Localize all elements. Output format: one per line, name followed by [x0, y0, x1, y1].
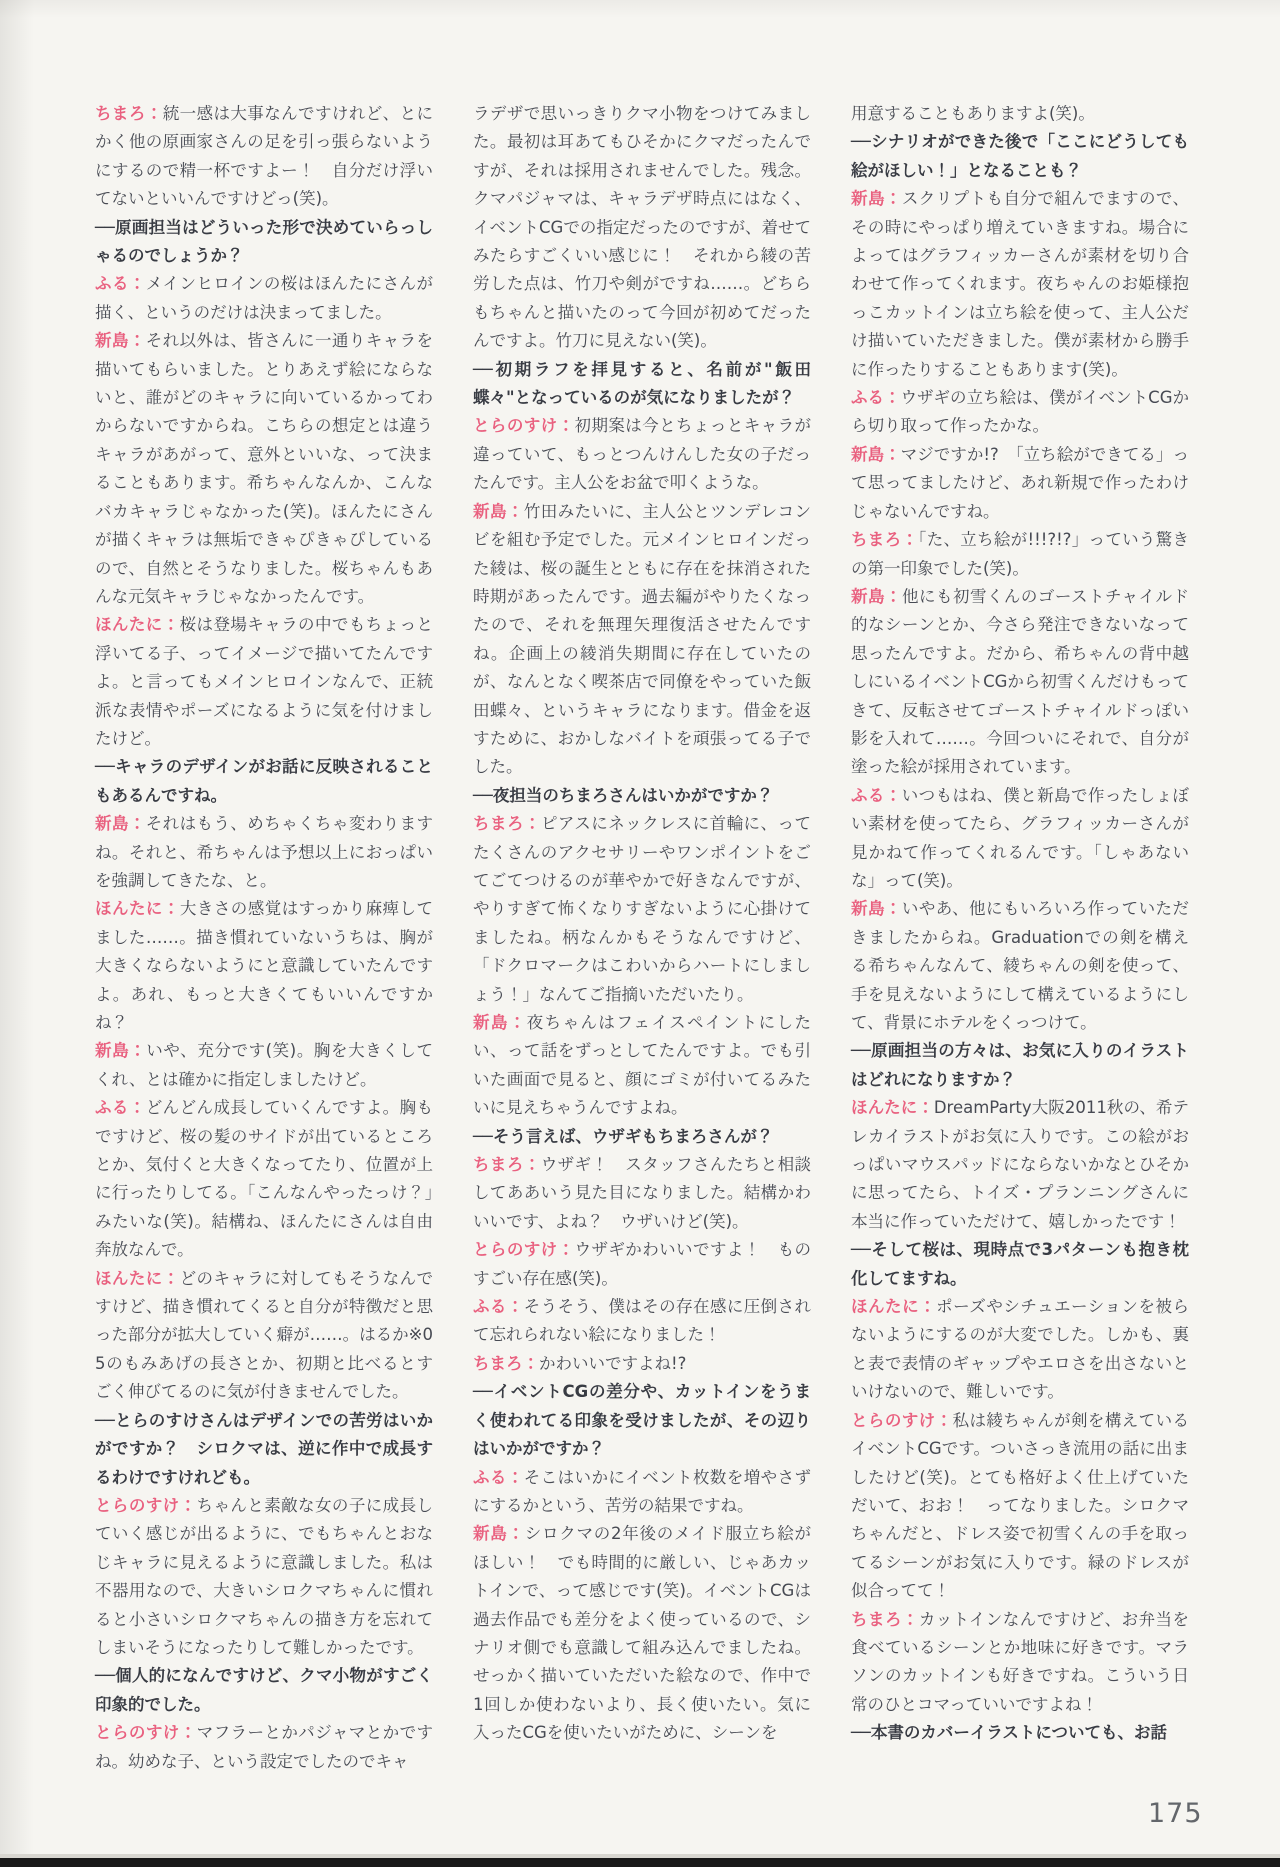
dialogue-paragraph: とらのすけ：マフラーとかパジャマとかですね。幼めな子、という設定でしたのでキャ — [95, 1723, 434, 1771]
dialogue-paragraph: ふる：ウザギの立ち絵は、僕がイベントCGから切り取って作ったかな。 — [851, 388, 1189, 436]
dialogue-paragraph: とらのすけ：初期案は今とちょっとキャラが違っていて、もっとつんけんした女の子だったんです。主人公をお盆で叩くような。 — [473, 416, 812, 493]
interviewer-question: ──キャラのデザインがお話に反映されることもあるんですね。 — [95, 757, 433, 805]
speaker-name: 新島： — [851, 189, 902, 209]
interviewer-question: ──とらのすけさんはデザインでの苦労はいかがですか？ シロクマは、逆に作中で成長するわけですけれども。 — [95, 1410, 433, 1487]
dialogue-paragraph: 新島：マジですか!? 「立ち絵ができてる」って思ってましたけど、あれ新規で作ったわけじゃないんですね。 — [851, 444, 1190, 521]
column-2 — [473, 100, 811, 1776]
interviewer-question: ──原画担当はどういった形で決めていらっしゃるのでしょうか？ — [95, 217, 433, 266]
speaker-name: ほんたに： — [95, 615, 180, 635]
dialogue-paragraph: とらのすけ：私は綾ちゃんが剣を構えているイベントCGです。ついさっき流用の話に出ましたけど(笑)。とても格好よく仕上げていただいて、おお！ ってなりました。シロクマちゃんだと、ドレス姿で初雪くんの手を取ってるシーンがお気に入りです。緑のドレスが似合ってて！ — [851, 1410, 1190, 1601]
dialogue-paragraph: ふる：どんどん成長していくんですよ。胸もですけど、桜の髪のサイドが出ているところとか、気付くと大きくなってたり、位置が上に行ったりしてる。「こんなんやったっけ？」みたいな(笑)。結構ね、ほんたにさんは自由奔放なんで。 — [95, 1098, 434, 1260]
speaker-name: ほんたに： — [851, 1297, 937, 1317]
speaker-name: ちまろ： — [473, 814, 541, 834]
speaker-name: ちまろ： — [473, 1155, 541, 1175]
interviewer-question: ──シナリオができた後で「ここにどうしても絵がほしい！」となることも？ — [851, 132, 1189, 180]
speaker-name: 新島： — [473, 501, 524, 521]
speaker-name: ふる： — [851, 388, 901, 408]
speaker-name: ちまろ： — [851, 530, 919, 550]
dialogue-paragraph: 新島：竹田みたいに、主人公とツンデレコンビを組む予定でした。元メインヒロインだった綾は、桜の誕生とともに存在を抹消された時期があったんです。過去編がやりたくなったので、それを無理矢理復活させたんですね。企画上の綾消失期間に存在していたのが、なんとなく喫茶店で同僚をやっていた飯田蝶々、というキャラになります。借金を返すために、おかしなバイトを頑張ってる子でした。 — [473, 501, 812, 777]
dialogue-paragraph: ちまろ：統一感は大事なんですけれど、とにかく他の原画家さんの足を引っ張らないようにするので精一杯ですよー！ 自分だけ浮いてないといいんですけどっ(笑)。 — [95, 104, 434, 209]
speaker-name: ふる： — [95, 1098, 146, 1118]
dialogue-paragraph: ほんたに：ポーズやシチュエーションを被らないようにするのが大変でした。しかも、裏と表で表情のギャップやエロさを出さないといけないので、難しいです。 — [851, 1297, 1189, 1402]
speaker-name: とらのすけ： — [851, 1410, 953, 1430]
speaker-name: ふる： — [851, 785, 902, 805]
dialogue-paragraph: ちまろ：「た、立ち絵が!!!?!?」っていう驚きの第一印象でした(笑)。 — [851, 530, 1189, 578]
speaker-name: ほんたに： — [95, 1268, 180, 1288]
speaker-name: 新島： — [851, 586, 902, 606]
dialogue-paragraph: ほんたに：どのキャラに対してもそうなんですけど、描き慣れてくると自分が特徴だと思った部分が拡大していく癖が……。はるか※05のもみあげの長さとか、初期と比べるとすごく伸びてるのに気が付きませんでした。 — [95, 1268, 434, 1402]
speaker-name: ふる： — [473, 1297, 524, 1317]
speaker-name: とらのすけ： — [95, 1723, 197, 1743]
scan-shadow-top — [0, 0, 1280, 18]
interviewer-question: ──そう言えば、ウザギもちまろさんが？ — [473, 1126, 774, 1146]
interviewer-question: ──原画担当の方々は、お気に入りのイラストはどれになりますか？ — [851, 1041, 1189, 1089]
dialogue-paragraph: とらのすけ：ウザギかわいいですよ！ ものすごい存在感(笑)。 — [473, 1240, 812, 1288]
interviewer-question: ──個人的になんですけど、クマ小物がすごく印象的でした。 — [95, 1666, 433, 1714]
dialogue-paragraph: とらのすけ：ちゃんと素敵な女の子に成長していく感じが出るように、でもちゃんとおなじキャラに見えるように意識しました。私は不器用なので、大きいシロクマちゃんに慣れると小さいシロクマちゃんの描き方を忘れてしまいそうになったりして難しかったです。 — [95, 1495, 434, 1657]
scan-edge-bottom — [0, 1858, 1280, 1867]
dialogue-paragraph: ちまろ：ウザギ！ スタッフさんたちと相談してああいう見た目になりました。結構かわいいです、よね？ ウザいけど(笑)。 — [473, 1155, 812, 1231]
dialogue-paragraph: 新島：シロクマの2年後のメイド服立ち絵がほしい！ でも時間的に厳しい、じゃあカットインで、って感じです(笑)。イベントCGは過去作品でも差分をよく使っているので、シナリオ側でも意識して組み込んでましたね。せっかく描いていただいた絵なので、作中で1回しか使わないより、長く使いたい。気に入ったCGを使いたいがために、シーンを — [473, 1524, 811, 1743]
speaker-name: 新島： — [95, 814, 146, 834]
dialogue-paragraph: ほんたに：桜は登場キャラの中でもちょっと浮いてる子、ってイメージで描いてたんですよ。と言ってもメインヒロインなんで、正統派な表情やポーズになるように気を付けましたけど。 — [95, 615, 434, 748]
column-3 — [851, 100, 1189, 1776]
dialogue-paragraph: ちまろ：カットインなんですけど、お弁当を食べているシーンとか地味に好きです。マラソンのカットインも好きですね。こういう日常のひとコマっていいですよね！ — [851, 1609, 1190, 1714]
dialogue-paragraph: 新島：いやあ、他にもいろいろ作っていただきましたからね。Graduationでの剣を構える希ちゃんなんて、綾ちゃんの剣を使って、手を見えないようにして構えているようにして、背景にホテルをくっつけて。 — [851, 899, 1190, 1032]
speaker-name: 新島： — [473, 1013, 527, 1032]
dialogue-paragraph: ちまろ：ピアスにネックレスに首輪に、ってたくさんのアクセサリーやワンポイントをごてごてつけるのが華やかで好きなんですが、やりすぎて怖くなりすぎないように心掛けてましたね。柄なんかもそうなんですけど、「ドクロマークはこわいからハートにしましょう！」なんてご指摘いただいたり。 — [473, 814, 811, 1004]
speaker-name: 新島： — [851, 444, 901, 464]
page-number: 175 — [1148, 1798, 1203, 1829]
column-1 — [95, 100, 433, 1776]
dialogue-paragraph: 新島：他にも初雪くんのゴーストチャイルド的なシーンとか、今さら発注できないなって思ったんですよ。だから、希ちゃんの背中越しにいるイベントCGから初雪くんだけもってきて、反転させてゴーストチャイルドっぽい影を入れて……。今回ついにそれで、自分が塗った絵が採用されています。 — [851, 586, 1190, 777]
interviewer-question: ──そして桜は、現時点で3パターンも抱き枕化してますね。 — [851, 1240, 1189, 1288]
speaker-name: 新島： — [95, 331, 146, 351]
dialogue-paragraph: ふる：メインヒロインの桜はほんたにさんが描く、というのだけは決まってました。 — [95, 274, 434, 322]
speaker-name: とらのすけ： — [473, 416, 575, 436]
dialogue-continuation: ラデザで思いっきりクマ小物をつけてみました。最初は耳あてもひそかにクマだったんですが、それは採用されませんでした。残念。クマパジャマは、キャラデザ時点にはなく、イベントCGでの指定だったのですが、着せてみたらすごくいい感じに！ それから綾の苦労した点は、竹刀や剣がですね……。どちらもちゃんと描いたのって今回が初めてだったんですよ。竹刀に見えない(笑)。 — [473, 104, 811, 351]
dialogue-paragraph: ふる：そうそう、僕はその存在感に圧倒されて忘れられない絵になりました！ — [473, 1297, 812, 1345]
dialogue-continuation: 用意することもありますよ(笑)。 — [851, 104, 1095, 123]
dialogue-paragraph: 新島：夜ちゃんはフェイスペイントにしたい、って話をずっとしてたんですよ。でも引いた画面で見ると、顔にゴミが付いてるみたいに見えちゃうんですよね。 — [473, 1013, 811, 1118]
dialogue-paragraph: 新島：スクリプトも自分で組んでますので、その時にやっぱり増えていきますね。場合によってはグラフィッカーさんが素材を切り合わせて作ってくれます。夜ちゃんのお姫様抱っこカットインは立ち絵を使って、主人公だけ描いていただきました。僕が素材から勝手に作ったりすることもあります(笑)。 — [851, 189, 1190, 379]
interview-article — [95, 100, 1189, 1776]
speaker-name: とらのすけ： — [95, 1495, 197, 1515]
scan-shadow-left — [0, 0, 34, 1867]
speaker-name: ちまろ： — [473, 1353, 539, 1373]
dialogue-paragraph: ほんたに：大きさの感覚はすっかり麻痺してました……。描き慣れていないうちは、胸が大きくならないようにと意識していたんですよ。あれ、もっと大きくてもいいんですかね？ — [95, 899, 434, 1032]
dialogue-paragraph: ほんたに：DreamParty大阪2011秋の、希テレカイラストがお気に入りです。この絵がおっぱいマウスパッドにならないかなとひそかに思ってたら、トイズ・プランニングさんに本当に作っていただけて、嬉しかったです！ — [851, 1098, 1190, 1231]
speaker-name: ほんたに： — [851, 1098, 934, 1118]
speaker-name: 新島： — [473, 1524, 525, 1544]
dialogue-paragraph: ふる：そこはいかにイベント枚数を増やさずにするかという、苦労の結果ですね。 — [473, 1467, 812, 1515]
dialogue-paragraph: 新島：いや、充分です(笑)。胸を大きくしてくれ、とは確かに指定しましたけど。 — [95, 1041, 434, 1089]
speaker-name: ほんたに： — [95, 899, 180, 919]
dialogue-paragraph: ちまろ：かわいいですよね!? — [473, 1353, 687, 1373]
speaker-name: 新島： — [95, 1041, 147, 1061]
interviewer-question: ──本書のカバーイラストについても、お話 — [851, 1723, 1168, 1743]
speaker-name: とらのすけ： — [473, 1240, 575, 1260]
speaker-name: ちまろ： — [95, 104, 163, 123]
speaker-name: 新島： — [851, 899, 902, 919]
interviewer-question: ──初期ラフを拝見すると、名前が"飯田蝶々"となっているのが気になりましたが？ — [473, 359, 811, 408]
speaker-name: ふる： — [473, 1467, 524, 1487]
interviewer-question: ──イベントCGの差分や、カットインをうまく使われてる印象を受けましたが、その辺りはいかがですか？ — [473, 1382, 811, 1459]
interviewer-question: ──夜担当のちまろさんはいかがですか？ — [473, 785, 774, 805]
dialogue-paragraph: 新島：それ以外は、皆さんに一通りキャラを描いてもらいました。とりあえず絵にならないと、誰がどのキャラに向いているかってわからないですからね。こちらの想定とは違うキャラがあがって、意外といいな、って決まることもあります。希ちゃんなんか、こんなバカキャラじゃなかった(笑)。ほんたにさんが描くキャラは無垢できゃぴきゃぴしているので、自然とそうなりました。桜ちゃんもあんな元気キャラじゃなかったんです。 — [95, 331, 434, 606]
dialogue-paragraph: 新島：それはもう、めちゃくちゃ変わりますね。それと、希ちゃんは予想以上におっぱいを強調してきたな、と。 — [95, 814, 434, 890]
dialogue-paragraph: ふる：いつもはね、僕と新島で作ったしょぼい素材を使ってたら、グラフィッカーさんが見かねて作ってくれるんです。「しゃあないな」って(笑)。 — [851, 785, 1190, 890]
speaker-name: ふる： — [95, 274, 146, 294]
speaker-name: ちまろ： — [851, 1609, 919, 1629]
